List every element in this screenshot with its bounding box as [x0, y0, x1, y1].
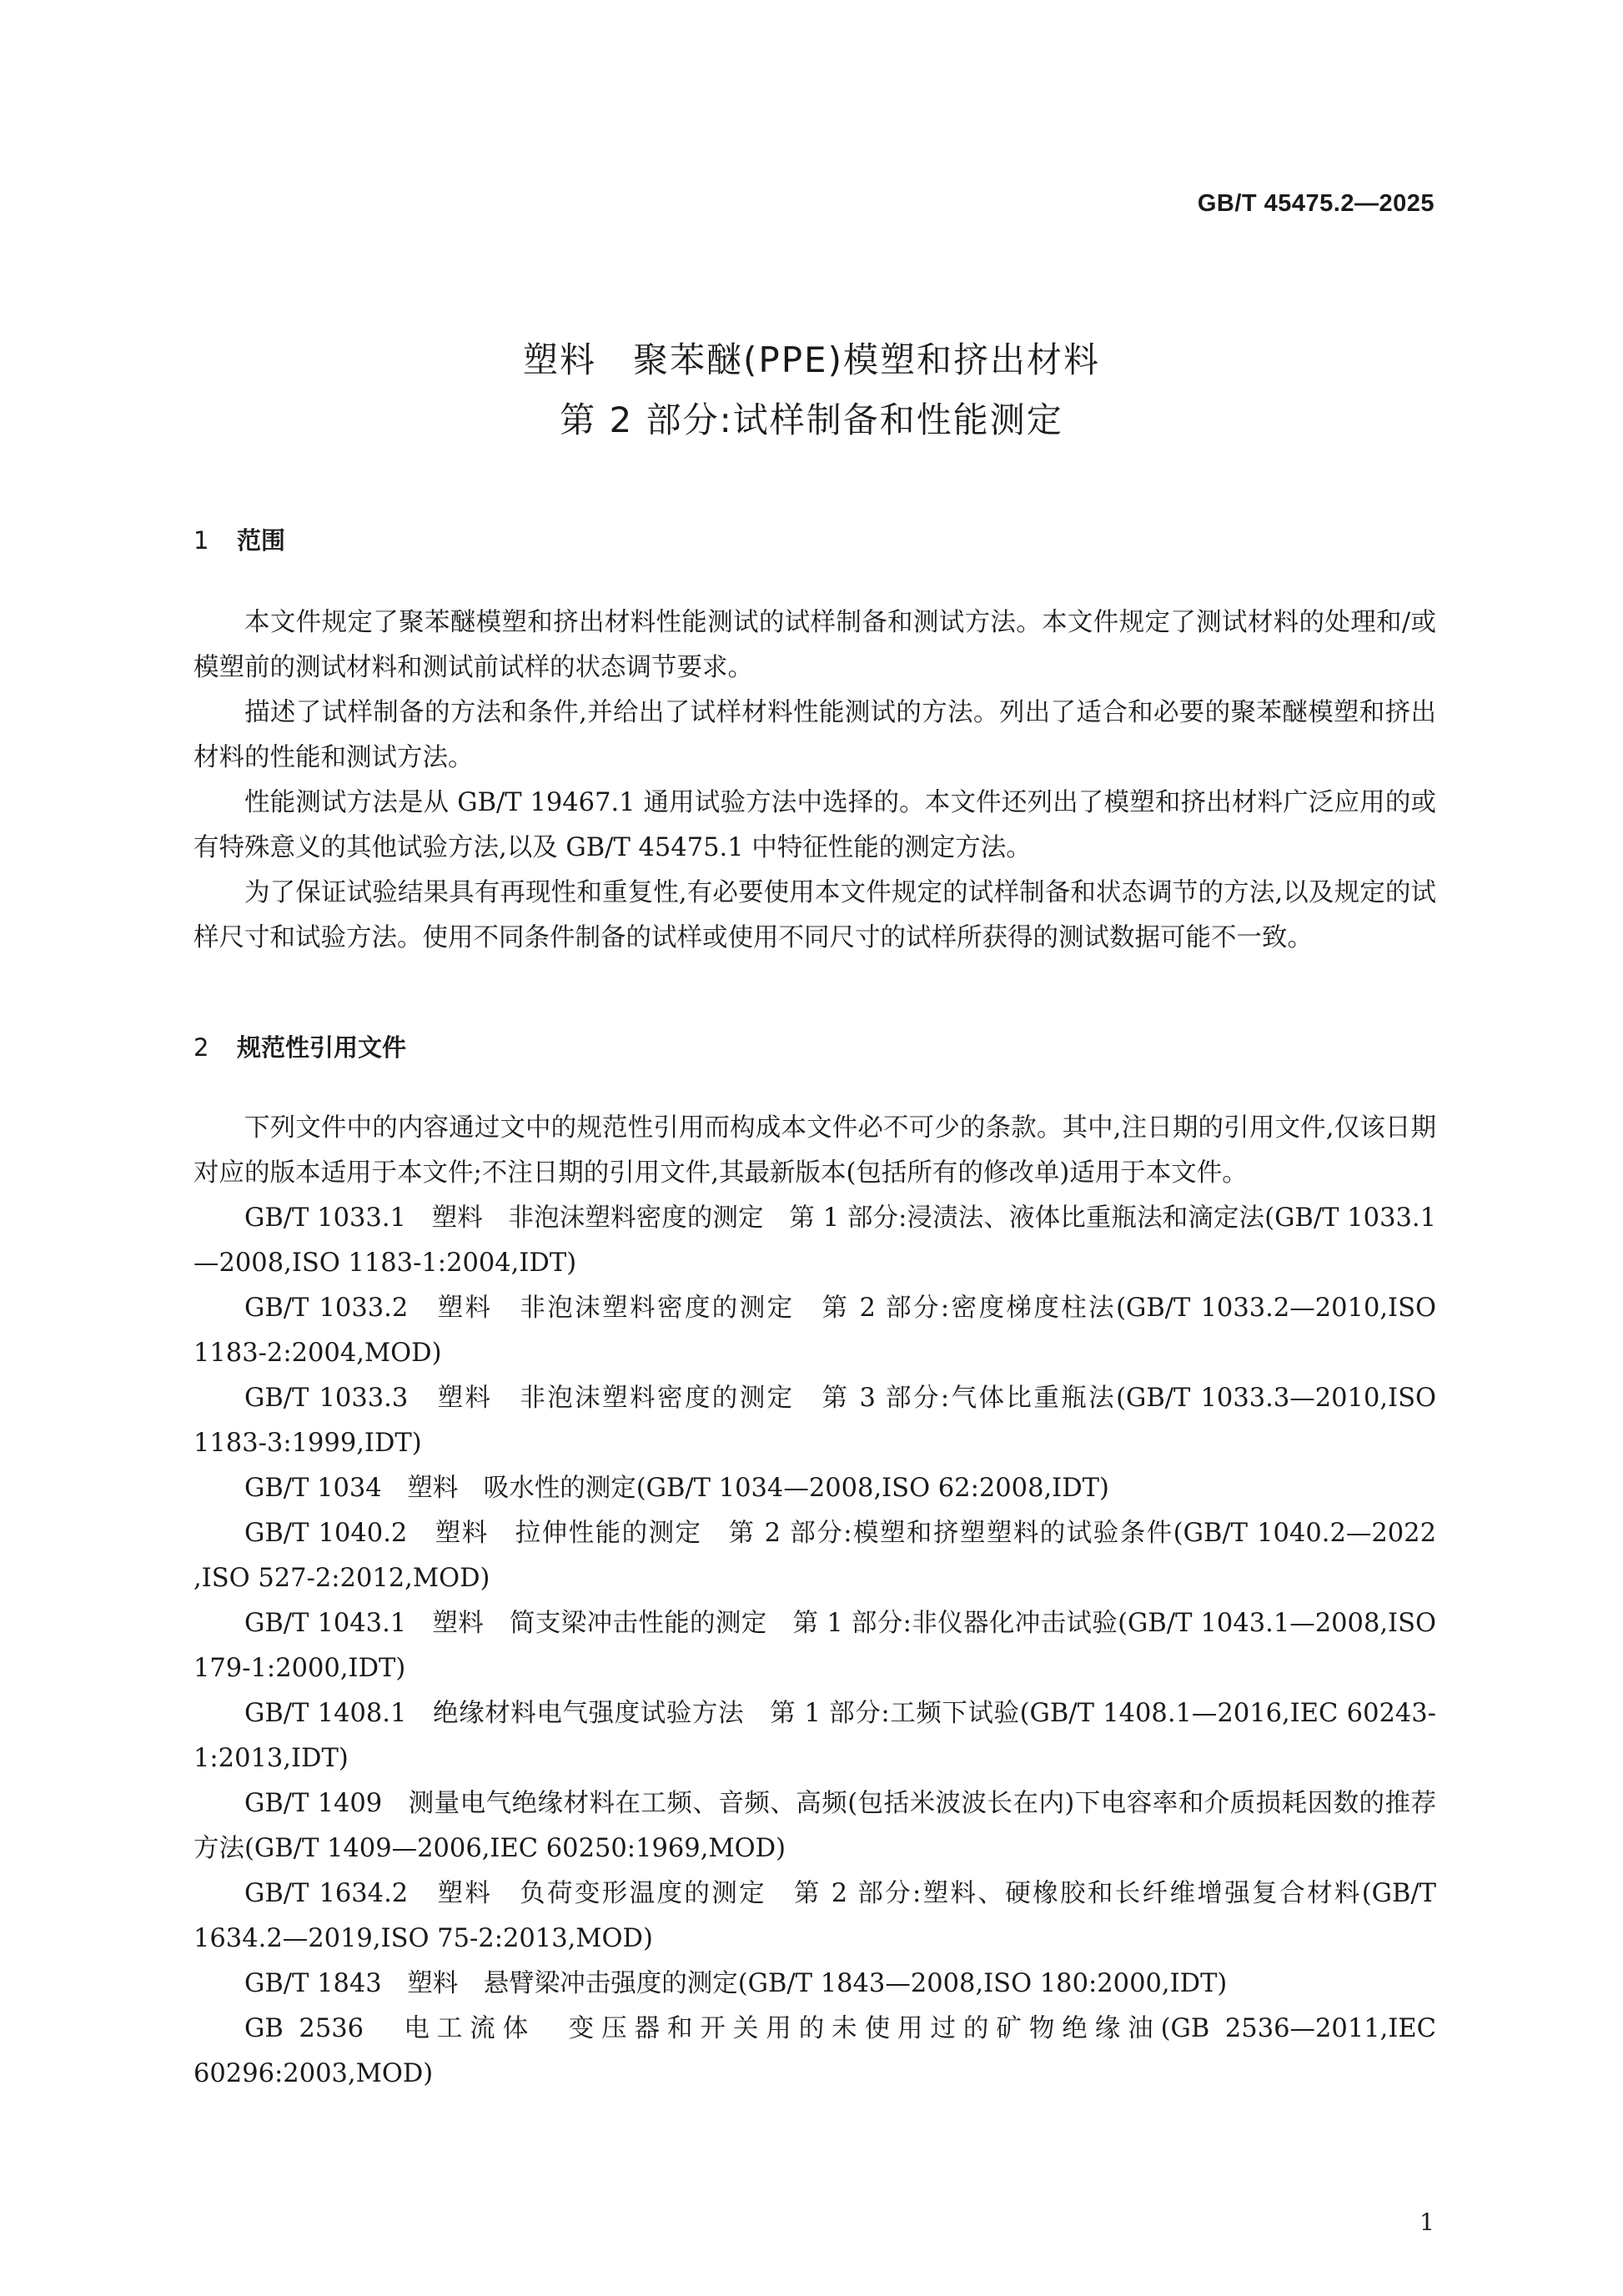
- section-number: 2: [193, 1033, 209, 1062]
- reference-item: GB/T 1034 塑料 吸水性的测定(GB/T 1034—2008,ISO 62:2008,IDT): [244, 1474, 1109, 1503]
- section-2-heading: [193, 1029, 406, 1063]
- reference-item: GB/T 1843 塑料 悬臂梁冲击强度的测定(GB/T 1843—2008,ISO 180:2000,IDT): [244, 1969, 1228, 1998]
- reference-item: GB/T 1033.2 塑料 非泡沫塑料密度的测定 第 2 部分:密度梯度柱法(GB/T 1033.2—2010,ISO 1183-2:2004,MOD): [193, 1294, 1436, 1368]
- paragraph: 下列文件中的内容通过文中的规范性引用而构成本文件必不可少的条款。其中,注日期的引用文件,仅该日期对应的版本适用于本文件;不注日期的引用文件,其最新版本(包括所有的修改单)适用于本文件。: [193, 1113, 1436, 1188]
- reference-item: GB/T 1409 测量电气绝缘材料在工频、音频、高频(包括米波波长在内)下电容率和介质损耗因数的推荐方法(GB/T 1409—2006,IEC 60250:1969,MOD): [193, 1789, 1436, 1863]
- reference-item: GB/T 1033.1 塑料 非泡沫塑料密度的测定 第 1 部分:浸渍法、液体比重瓶法和滴定法(GB/T 1033.1—2008,ISO 1183-1:2004,IDT): [193, 1203, 1436, 1278]
- document-title: [0, 330, 1623, 450]
- reference-item: GB/T 1408.1 绝缘材料电气强度试验方法 第 1 部分:工频下试验(GB/T 1408.1—2016,IEC 60243-1:2013,IDT): [193, 1699, 1436, 1773]
- paragraph: 性能测试方法是从 GB/T 19467.1 通用试验方法中选择的。本文件还列出了模塑和挤出材料广泛应用的或有特殊意义的其他试验方法,以及 GB/T 45475.1 中特征性能的测定方法。: [193, 788, 1436, 862]
- section-1-body: [193, 600, 1436, 961]
- section-1-heading: [193, 522, 285, 556]
- section-2-body: [193, 1106, 1436, 2097]
- reference-item: GB 2536 电工流体 变压器和开关用的未使用过的矿物绝缘油(GB 2536—2011,IEC 60296:2003,MOD): [193, 2014, 1436, 2088]
- reference-item: GB/T 1634.2 塑料 负荷变形温度的测定 第 2 部分:塑料、硬橡胶和长纤维增强复合材料(GB/T 1634.2—2019,ISO 75-2:2013,MOD): [193, 1879, 1436, 1953]
- paragraph: 为了保证试验结果具有再现性和重复性,有必要使用本文件规定的试样制备和状态调节的方法,以及规定的试样尺寸和试验方法。使用不同条件制备的试样或使用不同尺寸的试样所获得的测试数据可能不一致。: [193, 878, 1436, 952]
- paragraph: 本文件规定了聚苯醚模塑和挤出材料性能测试的试样制备和测试方法。本文件规定了测试材料的处理和/或模塑前的测试材料和测试前试样的状态调节要求。: [193, 608, 1436, 682]
- standard-number: GB/T 45475.2—2025: [1197, 190, 1435, 217]
- section-title: 范围: [237, 526, 286, 555]
- reference-item: GB/T 1043.1 塑料 简支梁冲击性能的测定 第 1 部分:非仪器化冲击试验(GB/T 1043.1—2008,ISO 179-1:2000,IDT): [193, 1609, 1436, 1683]
- title-line-1: 塑料 聚苯醚(PPE)模塑和挤出材料: [523, 339, 1100, 380]
- paragraph: 描述了试样制备的方法和条件,并给出了试样材料性能测试的方法。列出了适合和必要的聚苯醚模塑和挤出材料的性能和测试方法。: [193, 698, 1436, 772]
- reference-item: GB/T 1040.2 塑料 拉伸性能的测定 第 2 部分:模塑和挤塑塑料的试验条件(GB/T 1040.2—2022 ,ISO 527-2:2012,MOD): [193, 1519, 1436, 1593]
- reference-item: GB/T 1033.3 塑料 非泡沫塑料密度的测定 第 3 部分:气体比重瓶法(GB/T 1033.3—2010,ISO 1183-3:1999,IDT): [193, 1384, 1436, 1458]
- title-line-2: 第 2 部分:试样制备和性能测定: [560, 399, 1063, 440]
- page-number: 1: [1419, 2208, 1435, 2236]
- section-number: 1: [193, 526, 209, 555]
- section-title: 规范性引用文件: [237, 1033, 407, 1062]
